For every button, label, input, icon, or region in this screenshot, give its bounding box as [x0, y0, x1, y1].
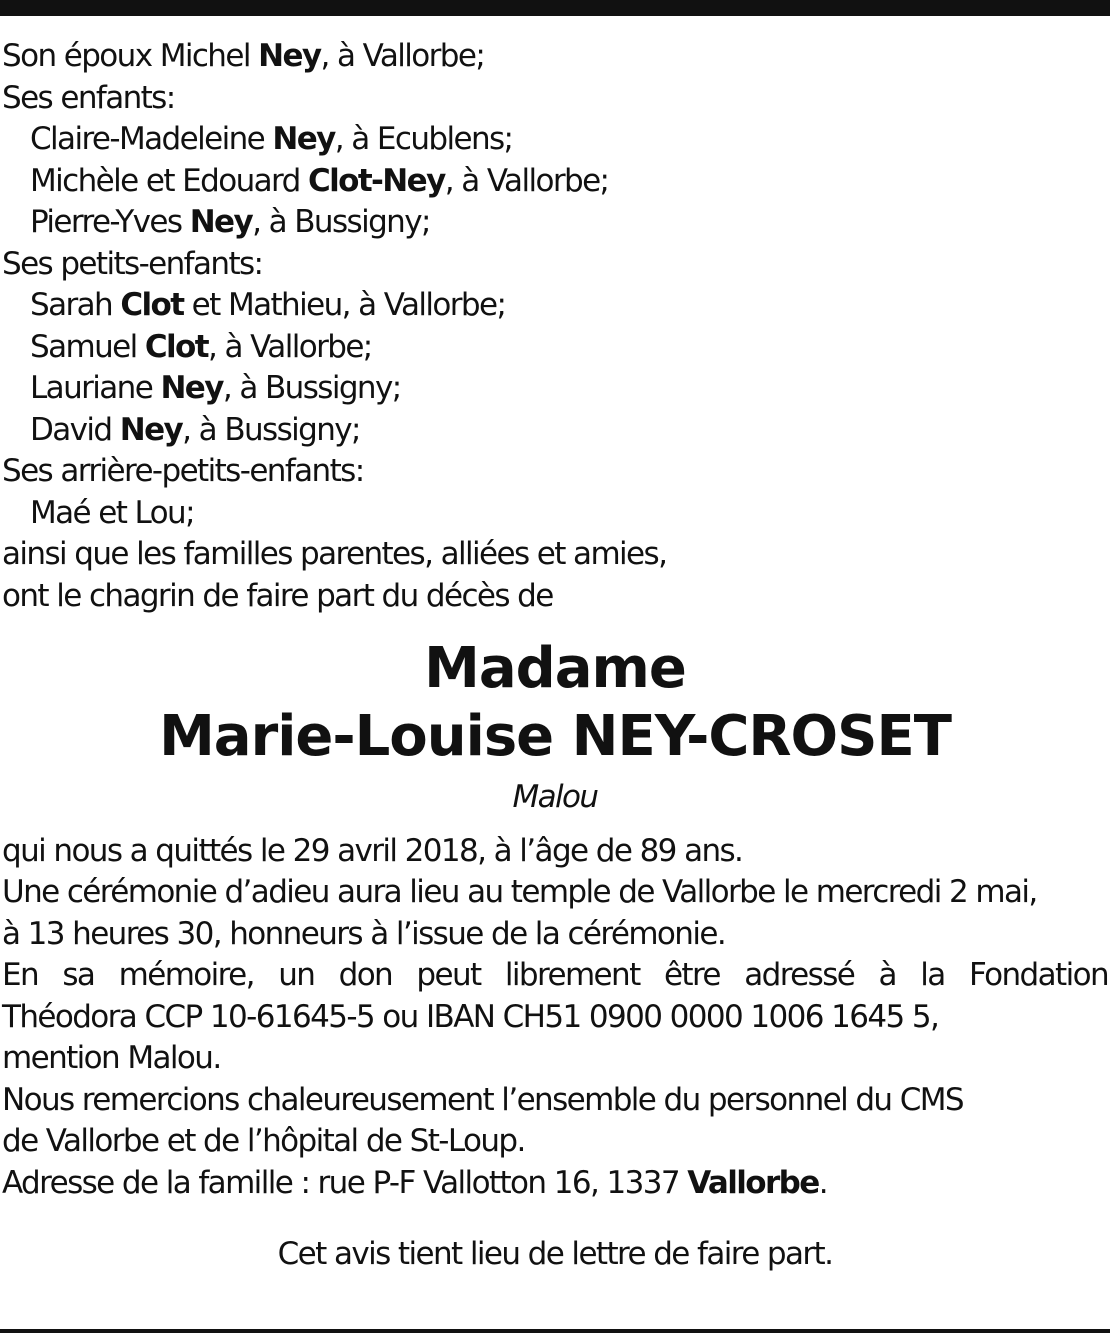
grandchild-place: , à Vallorbe; — [207, 328, 372, 365]
ceremony-line: Une cérémonie d’adieu aura lieu au temple de Vallorbe le mercredi 2 mai, — [2, 874, 1037, 910]
grandchild-place: , à Bussigny; — [182, 411, 360, 448]
donation-line: mention Malou. — [2, 1040, 221, 1076]
donation-line: Théodora CCP 10-61645-5 ou IBAN CH51 0900 0000 1006 1645 5, — [2, 998, 939, 1035]
spouse-line — [2, 36, 1108, 78]
spouse-prefix: Son époux Michel — [2, 38, 259, 74]
child-place: , à Vallorbe; — [444, 162, 609, 199]
family-address-line — [2, 1163, 1108, 1205]
child-place: , à Ecublens; — [334, 121, 513, 157]
deceased-title: Madame — [424, 636, 686, 701]
announcement-line: ont le chagrin de faire part du décès de — [2, 577, 553, 614]
child-line — [2, 161, 1108, 203]
spouse-surname: Ney — [258, 38, 321, 74]
thanks-line: de Vallorbe et de l’hôpital de St-Loup. — [2, 1123, 525, 1159]
child-given-names: Pierre-Yves — [30, 204, 190, 240]
great-grandchildren-heading: Ses arrière-petits-enfants: — [2, 453, 364, 489]
grandchild-surname: Clot — [144, 328, 208, 365]
child-surname: Ney — [189, 204, 253, 240]
grandchild-given-name: Samuel — [30, 328, 145, 365]
obituary-notice — [2, 36, 1108, 1276]
address-street: Adresse de la famille : rue P-F Vallotton 16, 1337 — [2, 1164, 688, 1201]
grandchild-line — [2, 285, 1108, 327]
grandchild-line — [2, 368, 1108, 410]
grandchild-surname: Ney — [160, 370, 223, 406]
deceased-nickname: Malou — [512, 779, 598, 815]
top-rule — [0, 0, 1110, 16]
grandchild-place: , à Bussigny; — [222, 370, 401, 406]
spouse-place: , à Vallorbe; — [320, 38, 485, 74]
grandchild-given-name: David — [30, 411, 120, 448]
great-grandchildren-line: Maé et Lou; — [30, 494, 194, 531]
child-surname: Clot-Ney — [307, 162, 445, 199]
child-place: , à Bussigny; — [252, 204, 430, 240]
child-given-names: Claire-Madeleine — [30, 121, 273, 157]
grandchild-place: et Mathieu, à Vallorbe; — [183, 287, 506, 323]
donation-line: En sa mémoire, un don peut librement être adressé à la Fondation — [2, 957, 1108, 993]
grandchild-line — [2, 410, 1108, 452]
closing-statement: Cet avis tient lieu de lettre de faire part. — [277, 1236, 833, 1272]
child-given-names: Michèle et Edouard — [30, 162, 308, 199]
ceremony-line: à 13 heures 30, honneurs à l’issue de la cérémonie. — [2, 915, 726, 952]
grandchild-given-name: Sarah — [30, 287, 121, 323]
death-line: qui nous a quittés le 29 avril 2018, à l’âge de 89 ans. — [2, 832, 743, 869]
relatives-line: ainsi que les familles parentes, alliées et amies, — [2, 536, 667, 572]
deceased-name: Marie-Louise NEY-CROSET — [159, 704, 951, 769]
grandchild-surname: Ney — [119, 411, 183, 448]
child-surname: Ney — [272, 121, 335, 157]
thanks-line: Nous remercions chaleureusement l’ensemble du personnel du CMS — [2, 1081, 964, 1118]
grandchild-line — [2, 327, 1108, 369]
children-heading: Ses enfants: — [2, 79, 175, 116]
address-city: Vallorbe — [687, 1164, 819, 1201]
child-line — [2, 119, 1108, 161]
grandchild-given-name: Lauriane — [30, 370, 161, 406]
address-period: . — [818, 1164, 827, 1201]
child-line — [2, 202, 1108, 244]
grandchildren-heading: Ses petits-enfants: — [2, 245, 263, 282]
bottom-rule — [0, 1329, 1110, 1333]
grandchild-surname: Clot — [120, 287, 184, 323]
